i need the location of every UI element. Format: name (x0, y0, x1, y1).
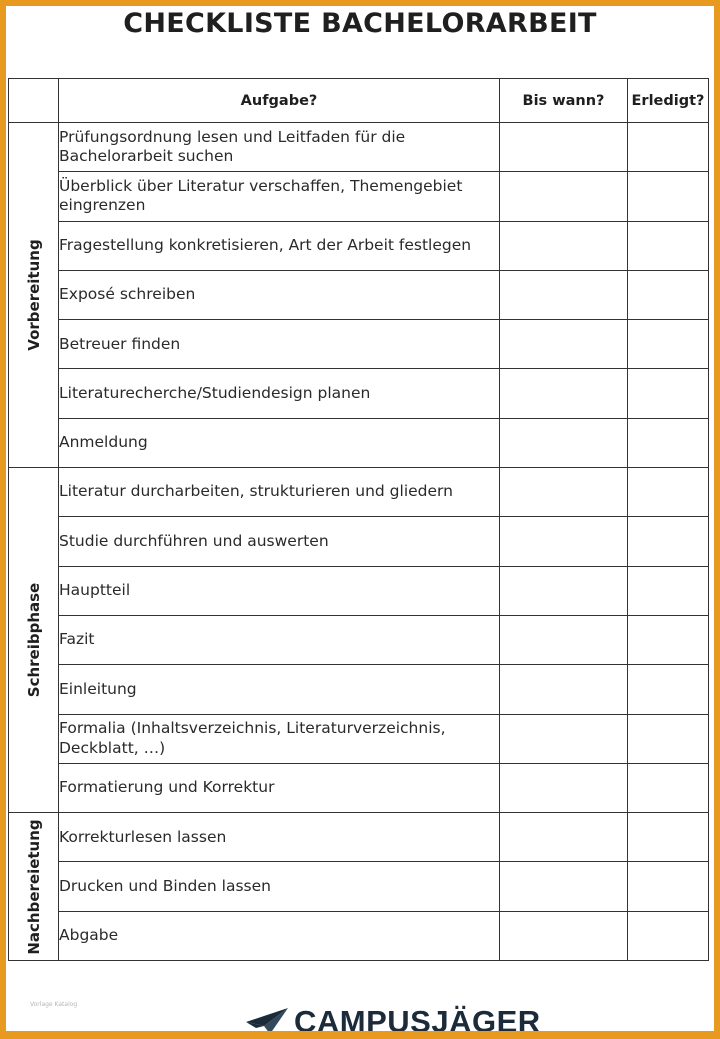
task-label: Überblick über Literatur verschaffen, Themengebiet eingrenzen (59, 172, 500, 221)
due-date-cell[interactable] (500, 615, 628, 664)
paper-plane-icon (244, 1004, 290, 1031)
due-date-cell[interactable] (500, 862, 628, 911)
task-label: Drucken und Binden lassen (59, 862, 500, 911)
task-label: Anmeldung (59, 418, 500, 467)
due-date-cell[interactable] (500, 123, 628, 172)
task-row (9, 517, 709, 566)
done-checkbox-cell[interactable] (628, 566, 709, 615)
phase-cell (9, 468, 59, 813)
header-due: Bis wann? (500, 79, 628, 123)
due-date-cell[interactable] (500, 714, 628, 763)
due-date-cell[interactable] (500, 911, 628, 960)
due-date-cell[interactable] (500, 665, 628, 714)
due-date-cell[interactable] (500, 566, 628, 615)
done-checkbox-cell[interactable] (628, 517, 709, 566)
done-checkbox-cell[interactable] (628, 172, 709, 221)
done-checkbox-cell[interactable] (628, 862, 709, 911)
task-row (9, 172, 709, 221)
watermark: Vorlage Katalog (30, 1001, 78, 1008)
task-row (9, 665, 709, 714)
task-row (9, 615, 709, 664)
phase-label: Nachbereietung (24, 818, 43, 955)
task-label: Einleitung (59, 665, 500, 714)
task-row (9, 270, 709, 319)
task-row (9, 123, 709, 172)
due-date-cell[interactable] (500, 270, 628, 319)
task-row (9, 813, 709, 862)
done-checkbox-cell[interactable] (628, 714, 709, 763)
task-row (9, 221, 709, 270)
due-date-cell[interactable] (500, 369, 628, 418)
phase-label: Schreibphase (24, 582, 43, 698)
task-label: Abgabe (59, 911, 500, 960)
due-date-cell[interactable] (500, 468, 628, 517)
task-label: Prüfungsordnung lesen und Leitfaden für die Bachelorarbeit suchen (59, 123, 500, 172)
done-checkbox-cell[interactable] (628, 123, 709, 172)
done-checkbox-cell[interactable] (628, 369, 709, 418)
done-checkbox-cell[interactable] (628, 221, 709, 270)
due-date-cell[interactable] (500, 813, 628, 862)
due-date-cell[interactable] (500, 418, 628, 467)
due-date-cell[interactable] (500, 221, 628, 270)
checklist-table (8, 78, 709, 961)
header-row (9, 79, 709, 123)
done-checkbox-cell[interactable] (628, 468, 709, 517)
task-row (9, 862, 709, 911)
done-checkbox-cell[interactable] (628, 418, 709, 467)
task-row (9, 763, 709, 812)
task-label: Literatur durcharbeiten, strukturieren und gliedern (59, 468, 500, 517)
task-label: Literaturecherche/Studiendesign planen (59, 369, 500, 418)
phase-cell (9, 123, 59, 468)
task-row (9, 468, 709, 517)
task-label: Fazit (59, 615, 500, 664)
task-label: Formatierung und Korrektur (59, 763, 500, 812)
task-label: Betreuer finden (59, 320, 500, 369)
task-row (9, 911, 709, 960)
done-checkbox-cell[interactable] (628, 320, 709, 369)
task-label: Exposé schreiben (59, 270, 500, 319)
task-row (9, 369, 709, 418)
done-checkbox-cell[interactable] (628, 270, 709, 319)
phase-label: Vorbereitung (24, 239, 43, 351)
brand-logo (244, 1004, 541, 1031)
page-title: CHECKLISTE BACHELORARBEIT (123, 8, 597, 39)
due-date-cell[interactable] (500, 320, 628, 369)
due-date-cell[interactable] (500, 517, 628, 566)
done-checkbox-cell[interactable] (628, 665, 709, 714)
task-label: Hauptteil (59, 566, 500, 615)
done-checkbox-cell[interactable] (628, 911, 709, 960)
header-done: Erledigt? (628, 79, 709, 123)
due-date-cell[interactable] (500, 172, 628, 221)
task-label: Fragestellung konkretisieren, Art der Arbeit festlegen (59, 221, 500, 270)
task-row (9, 418, 709, 467)
task-row (9, 566, 709, 615)
due-date-cell[interactable] (500, 763, 628, 812)
done-checkbox-cell[interactable] (628, 615, 709, 664)
done-checkbox-cell[interactable] (628, 763, 709, 812)
task-row (9, 320, 709, 369)
header-phase (9, 79, 59, 123)
task-label: Korrekturlesen lassen (59, 813, 500, 862)
brand-name: CAMPUSJÄGER (294, 1004, 541, 1031)
task-label: Formalia (Inhaltsverzeichnis, Literaturverzeichnis, Deckblatt, …) (59, 714, 500, 763)
task-label: Studie durchführen und auswerten (59, 517, 500, 566)
phase-cell (9, 813, 59, 961)
header-task: Aufgabe? (59, 79, 500, 123)
task-row (9, 714, 709, 763)
done-checkbox-cell[interactable] (628, 813, 709, 862)
